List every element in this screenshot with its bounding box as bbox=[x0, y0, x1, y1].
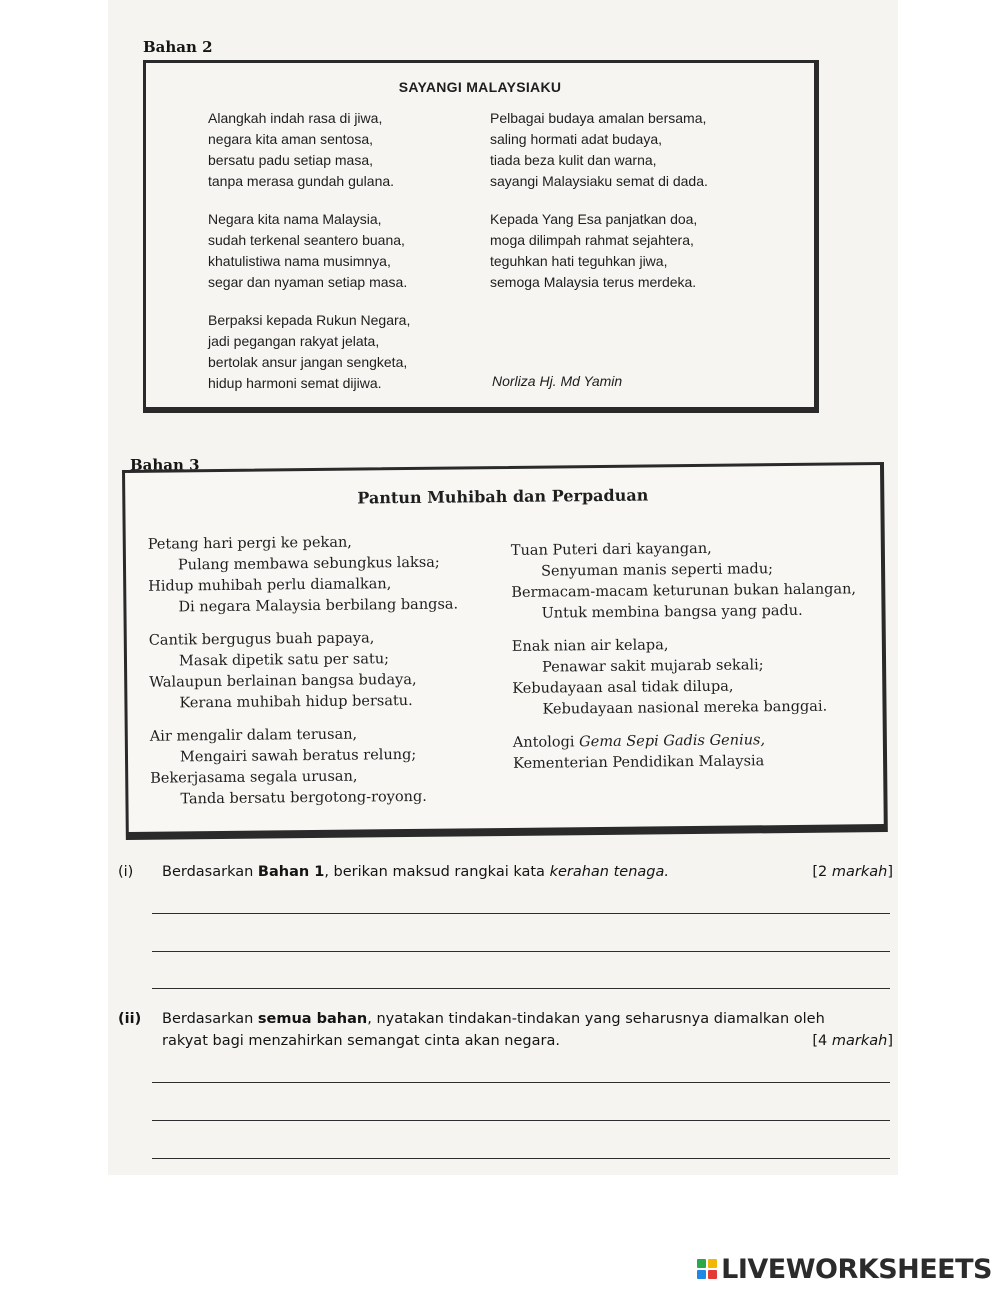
pantun-line: Air mengalir dalam terusan, bbox=[149, 726, 358, 745]
question-text-part: , berikan maksud rangkai kata bbox=[324, 864, 550, 880]
bahan2-author: Norliza Hj. Md Yamin bbox=[492, 373, 623, 389]
poem-line: sayangi Malaysiaku semat di dada. bbox=[490, 173, 708, 189]
pantun-line: Walaupun berlainan bangsa budaya, bbox=[149, 671, 417, 691]
bahan2-label: Bahan 2 bbox=[143, 38, 213, 56]
poem-line: saling hormati adat budaya, bbox=[490, 131, 662, 147]
poem-line: Alangkah indah rasa di jiwa, bbox=[208, 110, 383, 126]
bahan2-left-column bbox=[208, 108, 410, 411]
logo-square bbox=[697, 1270, 706, 1279]
pantun-line: Mengairi sawah beratus relung; bbox=[179, 746, 417, 766]
answer-line-1c[interactable] bbox=[152, 988, 890, 989]
pantun-stanza bbox=[150, 723, 461, 810]
poem-line: Pelbagai budaya amalan bersama, bbox=[490, 110, 707, 126]
question-number: (ii) bbox=[118, 1011, 142, 1027]
pantun-stanza bbox=[148, 531, 459, 618]
marks-open: [2 bbox=[812, 864, 832, 880]
question-text bbox=[162, 864, 669, 880]
pantun-line: Tuan Puteri dari kayangan, bbox=[510, 540, 712, 559]
answer-line-2b[interactable] bbox=[152, 1120, 890, 1121]
poem-line: khatulistiwa nama musimnya, bbox=[208, 253, 391, 269]
logo-text: LIVEWORKSHEETS bbox=[721, 1253, 992, 1285]
pantun-line: Bermacam-macam keturunan bukan halangan, bbox=[511, 581, 857, 601]
liveworksheets-logo-icon bbox=[697, 1259, 717, 1279]
credit-prefix: Antologi bbox=[512, 734, 575, 751]
credit-title: Gema Sepi Gadis Genius, bbox=[579, 732, 766, 751]
bahan3-left-column bbox=[148, 531, 461, 822]
pantun-line: Senyuman manis seperti madu; bbox=[541, 561, 774, 580]
pantun-line: Pulang membawa sebungkus laksa; bbox=[177, 554, 440, 574]
poem-line: Berpaksi kepada Rukun Negara, bbox=[208, 312, 411, 328]
pantun-line: Enak nian air kelapa, bbox=[511, 637, 669, 655]
pantun-line: Petang hari pergi ke pekan, bbox=[147, 534, 352, 553]
poem-line: negara kita aman sentosa, bbox=[208, 131, 373, 147]
bahan3-right-column bbox=[511, 537, 858, 775]
poem-line: teguhkan hati teguhkan jiwa, bbox=[490, 253, 668, 269]
marks-open: [4 bbox=[812, 1033, 832, 1049]
bahan3-label: Bahan 3 bbox=[130, 456, 200, 474]
poem-line: bersatu padu setiap masa, bbox=[208, 152, 373, 168]
pantun-line: Di negara Malaysia berbilang bangsa. bbox=[178, 596, 459, 616]
pantun-line: Cantik bergugus buah papaya, bbox=[148, 630, 375, 649]
bahan2-poem-box bbox=[143, 60, 819, 413]
question-text-line2: rakyat bagi menzahirkan semangat cinta akan negara. bbox=[162, 1033, 560, 1049]
poem-stanza bbox=[490, 108, 708, 192]
bahan3-pantun-box bbox=[122, 462, 888, 840]
question-text bbox=[162, 1011, 825, 1027]
credit-publisher: Kementerian Pendidikan Malaysia bbox=[513, 753, 765, 772]
marks-label bbox=[812, 1033, 893, 1049]
pantun-line: Kebudayaan asal tidak dilupa, bbox=[512, 678, 734, 697]
pantun-line: Hidup muhibah perlu diamalkan, bbox=[148, 576, 392, 595]
question-text-bold: semua bahan bbox=[257, 1011, 368, 1027]
pantun-line: Tanda bersatu bergotong-royong. bbox=[180, 788, 427, 808]
poem-line: bertolak ansur jangan sengketa, bbox=[208, 354, 408, 370]
question-1 bbox=[118, 864, 893, 886]
poem-stanza bbox=[208, 310, 410, 394]
poem-line: tiada beza kulit dan warna, bbox=[490, 152, 657, 168]
pantun-line: Masak dipetik satu per satu; bbox=[178, 651, 390, 670]
answer-line-2a[interactable] bbox=[152, 1082, 890, 1083]
poem-line: sudah terkenal seantero buana, bbox=[208, 232, 405, 248]
poem-line: Negara kita nama Malaysia, bbox=[208, 211, 382, 227]
bahan3-title: Pantun Muhibah dan Perpaduan bbox=[357, 485, 649, 508]
poem-line: Kepada Yang Esa panjatkan doa, bbox=[490, 211, 698, 227]
liveworksheets-logo bbox=[697, 1251, 992, 1287]
question-text-part: Berdasarkan bbox=[162, 1011, 258, 1027]
poem-stanza bbox=[490, 209, 708, 293]
pantun-stanza bbox=[511, 537, 857, 625]
pantun-line: Bekerjasama segala urusan, bbox=[150, 768, 358, 787]
answer-line-1b[interactable] bbox=[152, 951, 890, 952]
pantun-line: Kebudayaan nasional mereka banggai. bbox=[542, 698, 828, 718]
question-text-italic: kerahan tenaga. bbox=[549, 864, 669, 880]
pantun-line: Kerana muhibah hidup bersatu. bbox=[179, 692, 413, 712]
question-2 bbox=[118, 1011, 893, 1057]
marks-close: ] bbox=[887, 864, 893, 880]
question-text-part: Berdasarkan bbox=[162, 864, 258, 880]
poem-line: tanpa merasa gundah gulana. bbox=[208, 173, 395, 189]
poem-line: hidup harmoni semat dijiwa. bbox=[208, 375, 382, 391]
poem-stanza bbox=[208, 108, 410, 192]
bahan2-title: SAYANGI MALAYSIAKU bbox=[398, 79, 562, 95]
pantun-line: Untuk membina bangsa yang padu. bbox=[541, 602, 803, 622]
pantun-line: Penawar sakit mujarab sekali; bbox=[542, 657, 764, 676]
marks-label bbox=[812, 864, 893, 880]
logo-square bbox=[708, 1270, 717, 1279]
bahan2-right-column bbox=[490, 108, 708, 310]
question-number: (i) bbox=[118, 864, 134, 880]
poem-line: segar dan nyaman setiap masa. bbox=[208, 274, 408, 290]
question-text-part: , nyatakan tindakan-tindakan yang seharusnya diamalkan oleh bbox=[367, 1011, 825, 1027]
marks-word: markah bbox=[831, 1033, 888, 1049]
answer-line-2c[interactable] bbox=[152, 1158, 890, 1159]
marks-close: ] bbox=[887, 1033, 893, 1049]
answer-line-1a[interactable] bbox=[152, 913, 890, 914]
question-text-bold: Bahan 1 bbox=[257, 864, 325, 880]
poem-stanza bbox=[208, 209, 410, 293]
marks-word: markah bbox=[831, 864, 888, 880]
logo-square bbox=[697, 1259, 706, 1268]
logo-square bbox=[708, 1259, 717, 1268]
pantun-stanza bbox=[512, 633, 858, 721]
poem-line: moga dilimpah rahmat sejahtera, bbox=[490, 232, 694, 248]
poem-line: semoga Malaysia terus merdeka. bbox=[490, 274, 697, 290]
pantun-stanza bbox=[149, 627, 460, 714]
poem-line: jadi pegangan rakyat jelata, bbox=[208, 333, 380, 349]
